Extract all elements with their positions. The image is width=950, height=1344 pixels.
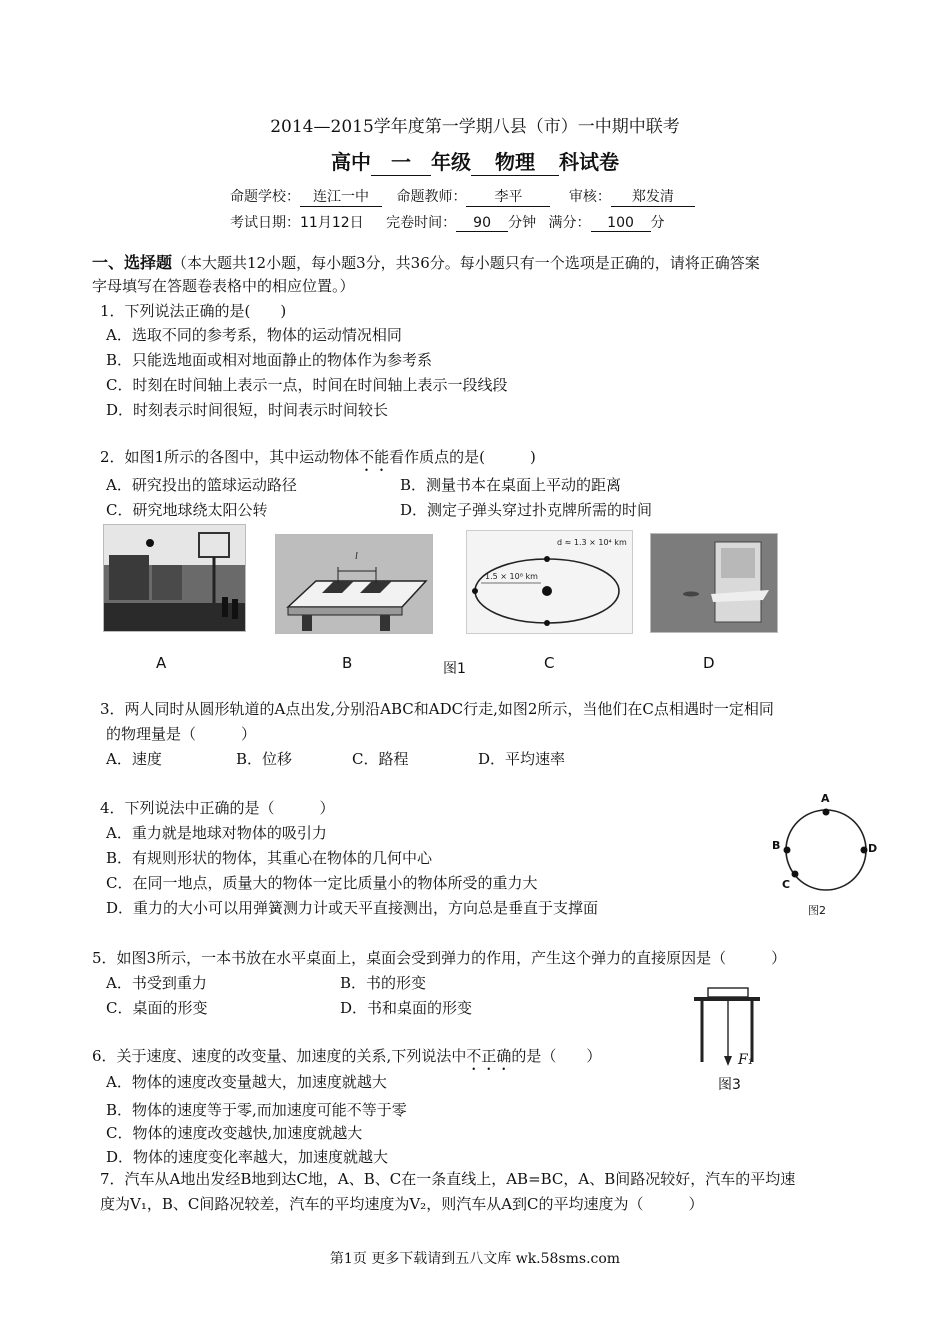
q6-stem-emphasis: 不正确 [466, 1047, 512, 1065]
fig2-label-b: B [772, 839, 781, 852]
q6-stem-pre: 6．关于速度、速度的改变量、加速度的关系,下列说法中 [92, 1047, 467, 1065]
q4-option-c: C．在同一地点，质量大的物体一定比质量小的物体所受的重力大 [106, 874, 538, 892]
section-1-instr-1: （本大题共12小题，每小题3分，共36分。每小题只有一个选项是正确的，请将正确答案 [172, 254, 760, 272]
q4-option-d: D．重力的大小可以用弹簧测力计或天平直接测出，方向总是垂直于支撑面 [106, 899, 599, 917]
basketball-scene-icon [104, 525, 245, 631]
date-value: 11月12日 [300, 215, 364, 231]
subtitle-grade-label: 年级 [431, 150, 471, 174]
q6-option-d: D．物体的速度变化率越大，加速度就越大 [106, 1148, 389, 1166]
q6-option-b: B．物体的速度等于零,而加速度可能不等于零 [106, 1101, 407, 1119]
q2-stem-emphasis: 不能 [359, 448, 390, 466]
figure-3-book-table-force [690, 986, 770, 1096]
q6-stem-post: 的是（ ） [511, 1047, 602, 1065]
time-label: 完卷时间： [386, 215, 457, 231]
book-distance-label: l [355, 551, 358, 562]
subtitle-suffix: 科试卷 [559, 150, 619, 174]
q2-option-b: B．测量书本在桌面上平动的距离 [400, 476, 622, 494]
fig3-force-label: F₁ [738, 1052, 754, 1068]
fig2-caption: 图2 [808, 904, 826, 917]
q2-option-c: C．研究地球绕太阳公转 [106, 501, 268, 519]
figure-1b-book-table [275, 534, 433, 634]
orbit-radius-label: 1.5 × 10⁸ km [485, 572, 538, 581]
section-1-instructions-line-2: 字母填写在答题卷表格中的相应位置。） [92, 277, 355, 295]
q1-stem: 1．下列说法正确的是( ) [100, 302, 287, 320]
score-value: 100 [591, 215, 651, 232]
q7-stem-line-2: 度为V₁，B、C间路况较差，汽车的平均速度为V₂，则汽车从A到C的平均速度为（ ） [100, 1195, 704, 1213]
time-value: 90 [456, 215, 508, 232]
section-1-title: 一、选择题 [92, 253, 173, 272]
review-label: 审核： [568, 189, 611, 205]
reviewer-value: 郑发清 [611, 186, 695, 207]
q2-stem [100, 446, 536, 475]
score-unit: 分 [650, 215, 665, 231]
q3-option-d: D．平均速率 [478, 750, 566, 768]
fig1-label-d: D [703, 654, 715, 672]
q1-option-a: A．选取不同的参考系，物体的运动情况相同 [106, 326, 402, 344]
fig1-label-c: C [544, 654, 555, 672]
q4-option-a: A．重力就是地球对物体的吸引力 [106, 824, 327, 842]
book-on-table-icon [276, 535, 432, 633]
fig1-label-a: A [156, 654, 167, 672]
exam-subtitle [0, 146, 950, 176]
fig2-label-c: C [782, 878, 791, 891]
teacher-label: 命题教师： [396, 189, 467, 205]
earth-orbit-icon [467, 531, 632, 633]
q4-option-b: B．有规则形状的物体，其重心在物体的几何中心 [106, 849, 433, 867]
fig3-caption: 图3 [718, 1077, 741, 1093]
header-info-row-1 [230, 186, 695, 207]
fig1-caption: 图1 [443, 661, 466, 677]
header-info-row-2 [230, 212, 665, 232]
bullet-card-icon [651, 534, 777, 632]
teacher-value: 李平 [466, 186, 550, 207]
subject-value: 物理 [471, 146, 559, 176]
exam-title: 2014—2015学年度第一学期八县（市）一中期中联考 [270, 117, 680, 137]
orbit-diameter-label: d ≈ 1.3 × 10⁴ km [557, 538, 627, 547]
page-footer: 第1页 更多下载请到五八文库 wk.58sms.com [329, 1251, 621, 1267]
grade-value: 一 [371, 146, 431, 176]
figure-1a-basketball [103, 524, 246, 632]
q2-stem-pre: 2．如图1所示的各图中，其中运动物体 [100, 448, 360, 466]
fig1-label-b: B [342, 654, 353, 672]
q3-option-c: C．路程 [352, 750, 409, 768]
q5-option-c: C．桌面的形变 [106, 999, 208, 1017]
q2-stem-post: 看作质点的是( ) [389, 448, 536, 466]
q1-option-c: C．时刻在时间轴上表示一点，时间在时间轴上表示一段线段 [106, 376, 508, 394]
time-unit: 分钟 [508, 215, 537, 231]
fig2-label-d: D [868, 842, 878, 855]
q2-option-a: A．研究投出的篮球运动路径 [106, 476, 297, 494]
q3-option-a: A．速度 [106, 750, 162, 768]
q3-stem-line-2: 的物理量是（ ） [106, 725, 257, 743]
figure-2-circle-track [768, 792, 880, 920]
q6-option-c: C．物体的速度改变越快,加速度就越大 [106, 1124, 363, 1142]
fig2-label-a: A [821, 792, 830, 805]
figure-1c-orbit [466, 530, 633, 634]
score-label: 满分： [548, 215, 591, 231]
q1-option-b: B．只能选地面或相对地面静止的物体作为参考系 [106, 351, 433, 369]
q5-option-d: D．书和桌面的形变 [340, 999, 473, 1017]
q3-option-b: B．位移 [236, 750, 293, 768]
q5-option-b: B．书的形变 [340, 974, 427, 992]
circle-track-icon [768, 792, 880, 920]
figure-1d-bullet-card [650, 533, 778, 633]
q5-option-a: A．书受到重力 [106, 974, 207, 992]
q4-stem: 4．下列说法中正确的是（ ） [100, 799, 335, 817]
q6-stem [92, 1045, 601, 1074]
q7-stem-line-1: 7．汽车从A地出发经B地到达C地，A、B、C在一条直线上，AB=BC，A、B间路况较好，汽车的平均速 [100, 1170, 796, 1188]
q5-stem: 5．如图3所示，一本书放在水平桌面上，桌面会受到弹力的作用，产生这个弹力的直接原因是（ ） [92, 949, 787, 967]
q1-option-d: D．时刻表示时间很短，时间表示时间较长 [106, 401, 389, 419]
date-label: 考试日期： [230, 215, 300, 231]
school-label: 命题学校： [230, 189, 300, 205]
subtitle-prefix: 高中 [331, 150, 371, 174]
section-1-instructions-line-1 [92, 250, 760, 273]
school-value: 连江一中 [300, 186, 382, 207]
q2-option-d: D．测定子弹头穿过扑克牌所需的时间 [400, 501, 653, 519]
q3-stem-line-1: 3．两人同时从圆形轨道的A点出发,分别沿ABC和ADC行走,如图2所示，当他们在C点相遇时一定相同 [100, 700, 774, 718]
q6-option-a: A．物体的速度改变量越大，加速度就越大 [106, 1073, 387, 1091]
